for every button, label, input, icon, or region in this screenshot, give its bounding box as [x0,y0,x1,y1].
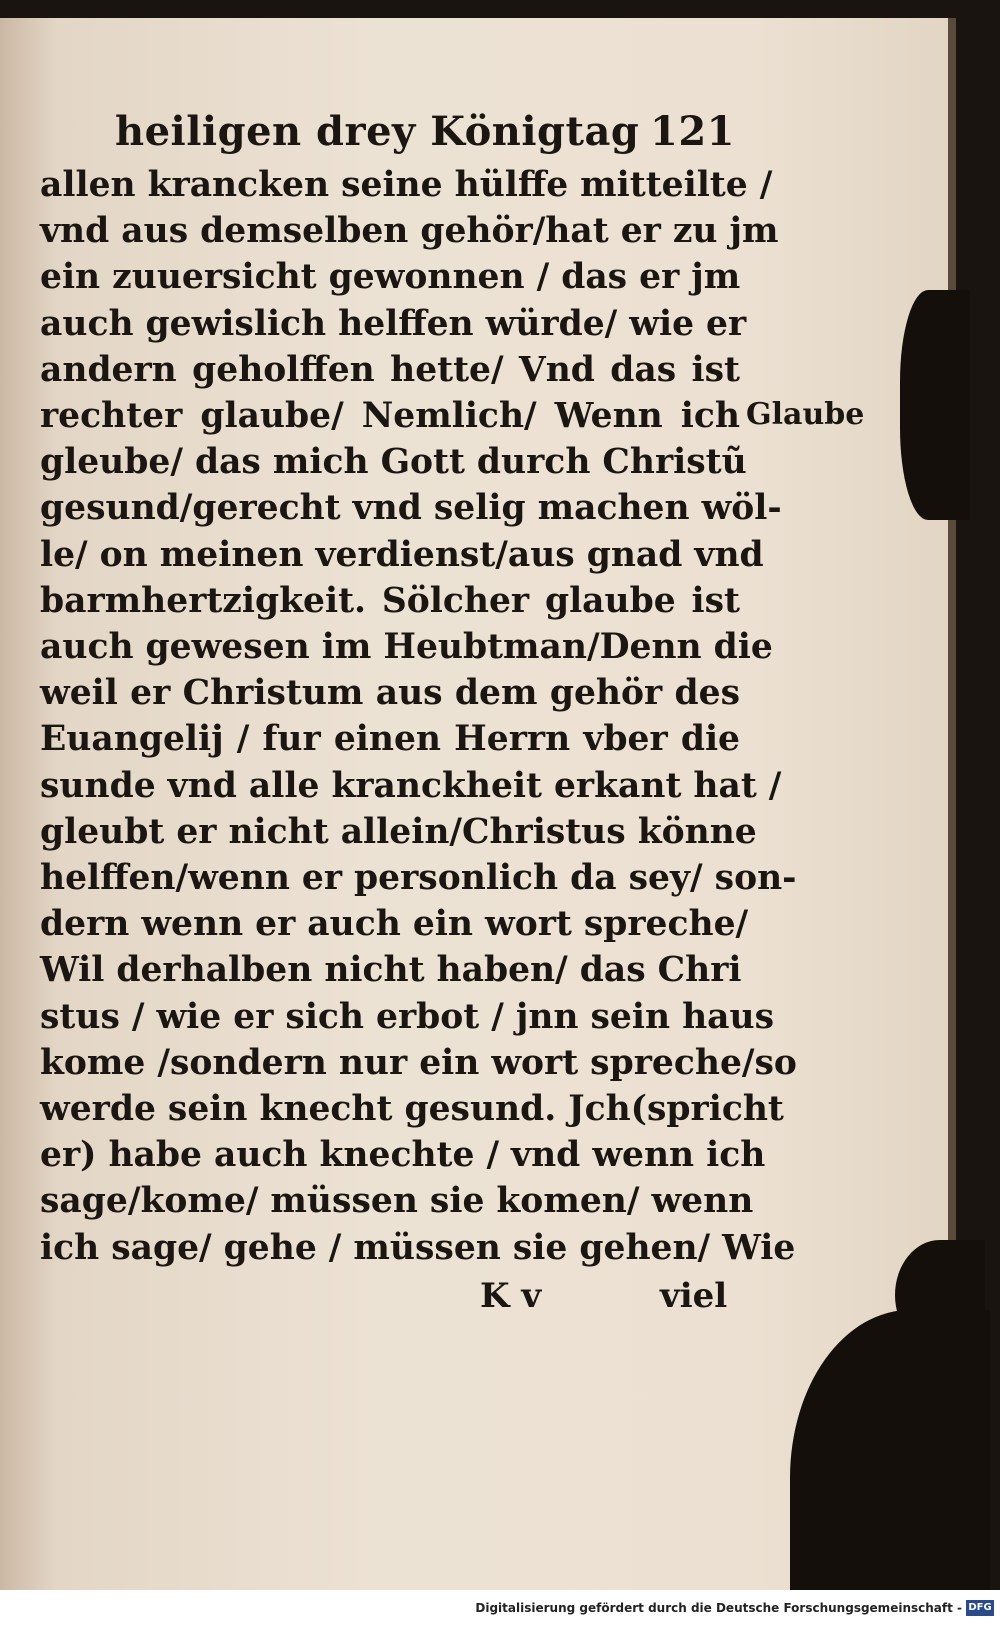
text-line: andern geholffen hette/ Vnd das ist [40,349,740,390]
text-line: ein zuuersicht gewonnen / das er jm [40,257,741,298]
running-header [115,108,735,158]
footer-bar [0,1590,1000,1627]
text-line: auch gewesen im Heubtman/Denn die [40,627,773,668]
page-damage-bottom-small [895,1240,985,1350]
text-line: rechter glaube/ Nemlich/ Wenn ich [40,396,740,437]
text-line: weil er Christum aus dem gehör des [40,673,740,714]
text-line: helffen/wenn er personlich da sey/ son- [40,858,797,899]
text-line: ich sage/ gehe / müssen sie gehen/ Wie [40,1227,796,1268]
text-line: werde sein knecht gesund. Jch(spricht [40,1089,784,1130]
dfg-logo: DFG [966,1600,994,1616]
text-line: er) habe auch knechte / vnd wenn ich [40,1135,766,1176]
text-line: gleubt er nicht allein/Christus könne [40,811,757,852]
text-line: stus / wie er sich erbot / jnn sein haus [40,996,775,1037]
margin-note: Glaube [746,397,865,432]
main-text-block [40,162,797,1271]
text-line: dern wenn er auch ein wort spreche/ [40,904,749,945]
text-line: auch gewislich helffen würde/ wie er [40,303,747,344]
text-line: sunde vnd alle kranckheit erkant hat / [40,765,782,806]
text-line: sage/kome/ müssen sie komen/ wenn [40,1181,754,1222]
page-damage-top [900,290,970,520]
signature-mark: K v [480,1276,542,1316]
text-line: gleube/ das mich Gott durch Christũ [40,442,747,483]
text-line: vnd aus demselben gehör/hat er zu jm [40,211,779,252]
text-line: kome /sondern nur ein wort spreche/so [40,1042,797,1083]
catchword: viel [660,1276,728,1316]
funding-credit: Digitalisierung gefördert durch die Deutsche Forschungsgemeinschaft - [475,1601,962,1615]
text-line: gesund/gerecht vnd selig machen wöl- [40,488,782,529]
text-line: Wil derhalben nicht haben/ das Chri [40,950,742,991]
text-line: Euangelij / fur einen Herrn vber die [40,719,740,760]
folio-number: 121 [650,108,735,155]
text-line: barmhertzigkeit. Sölcher glaube ist [40,580,740,621]
text-line: allen krancken seine hülffe mitteilte / [40,165,773,205]
text-line: le/ on meinen verdienst/aus gnad vnd [40,534,764,575]
running-title: heiligen drey Königtag [115,108,640,155]
